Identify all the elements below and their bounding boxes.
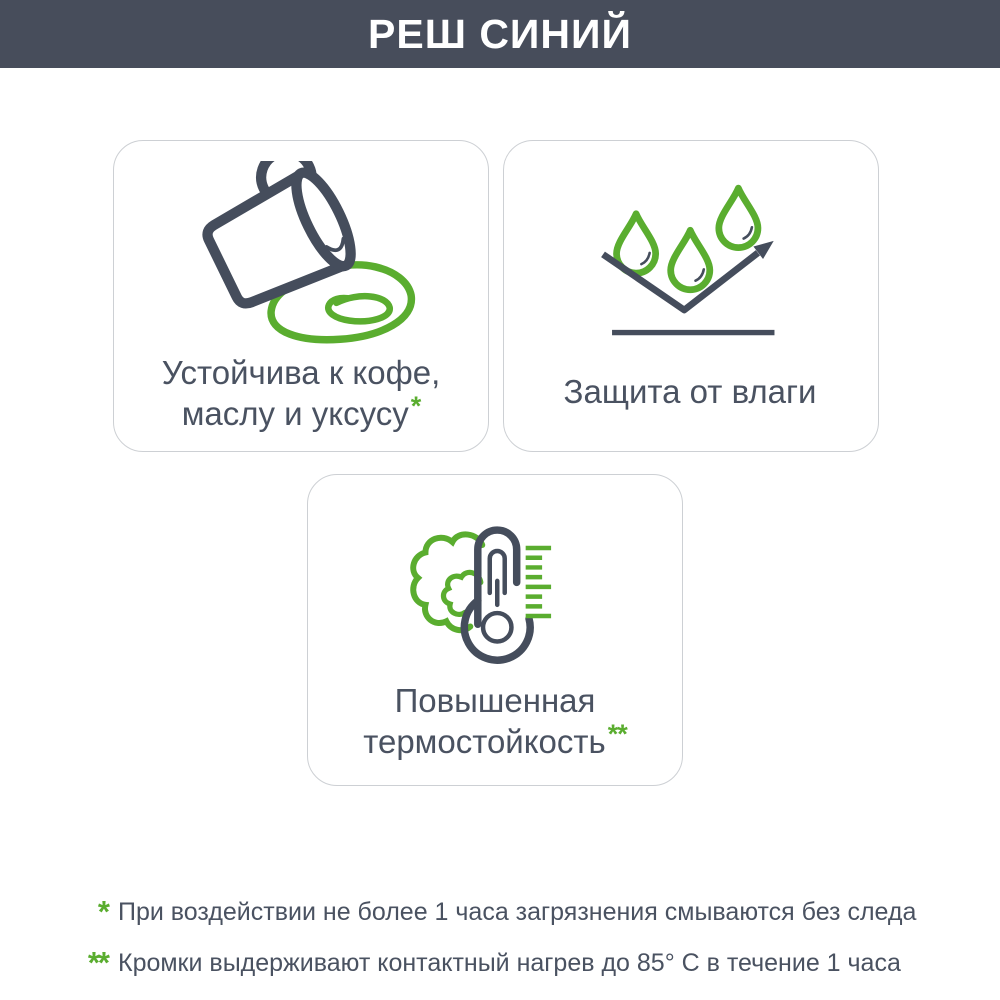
puddle-swirl — [328, 296, 390, 321]
caption-line: маслу и уксусу — [181, 395, 409, 433]
droplet-highlight — [744, 227, 752, 238]
card-stain-resistance — [113, 140, 489, 452]
caption-line: Устойчива к кофе, — [161, 354, 441, 392]
footnote-marker: * — [97, 894, 108, 929]
card-caption — [308, 681, 682, 763]
footnote-ref: ** — [607, 719, 627, 750]
caption-line: Повышенная — [394, 682, 596, 720]
caption-line: термостойкость — [363, 723, 606, 761]
footnote-marker: ** — [87, 945, 108, 980]
droplet — [671, 230, 710, 289]
water-drops-icon — [597, 179, 785, 341]
footnote-text: При воздействии не более 1 часа загрязнения смываются без следа — [118, 898, 917, 926]
page-title: РЕШ СИНИЙ — [368, 10, 632, 57]
bounce-arrow-line — [603, 253, 758, 310]
card-caption — [504, 372, 878, 413]
header-bar — [0, 0, 1000, 68]
card-heat-resistance — [307, 474, 683, 786]
caption-line: Защита от влаги — [563, 373, 817, 411]
footnote-ref: * — [410, 391, 421, 422]
card-moisture-protection — [503, 140, 879, 452]
thermometer-icon — [409, 497, 581, 685]
inner-bulb — [483, 613, 511, 641]
footnotes — [62, 892, 962, 979]
droplet — [719, 188, 758, 247]
droplet-highlight — [641, 253, 649, 264]
scale-ticks — [526, 548, 551, 616]
card-caption — [114, 353, 488, 435]
footnote-text: Кромки выдерживают контактный нагрев до 85° C в течение 1 часа — [118, 949, 901, 977]
spilled-cup-icon — [179, 161, 423, 357]
droplet-highlight — [696, 269, 704, 280]
